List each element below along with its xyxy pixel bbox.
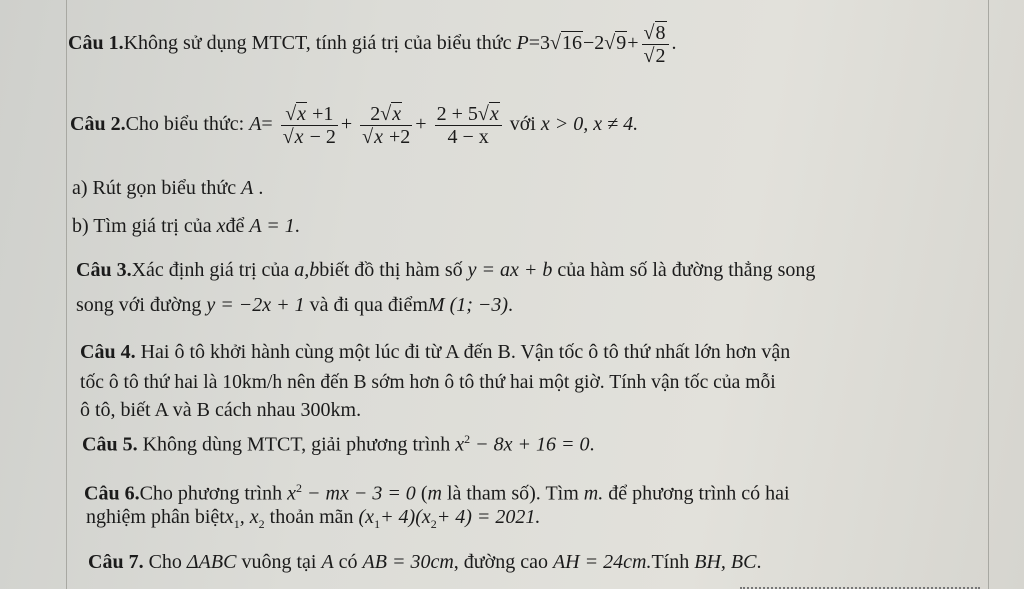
- q2-frac3-num: 2 + 5√x: [435, 103, 502, 126]
- question-6-label: Câu 6.: [84, 482, 140, 505]
- q6-text-b: là tham số). Tìm: [446, 482, 579, 505]
- q2-frac1-num: √x +1: [281, 103, 338, 126]
- q3-end: .: [508, 294, 514, 316]
- q2-fraction-2: [360, 103, 412, 148]
- q7-end: .: [756, 551, 762, 573]
- q6-equation: − mx − 3 = 0: [307, 482, 416, 505]
- q3-text-b: biết đồ thị hàm số: [319, 259, 463, 281]
- q7-text5: Tính: [651, 551, 690, 573]
- q3-function: y = ax + b: [467, 259, 553, 281]
- q1-radicand-8: 8: [655, 22, 666, 44]
- q2-eq: =: [261, 113, 273, 136]
- question-1-label: Câu 1.: [68, 32, 124, 55]
- q2-frac1-den-x: x: [294, 126, 304, 148]
- question-4-line-2: [80, 371, 776, 395]
- q1-minus2: −2: [582, 32, 605, 55]
- q3-text-c: của hàm số là đường thẳng song: [557, 259, 816, 281]
- q1-plus: +: [627, 32, 639, 55]
- q6-sub2: 2: [258, 517, 265, 531]
- q6-line2-text-a: nghiệm phân biệt: [86, 506, 225, 528]
- question-6-line-2: [86, 505, 540, 536]
- q6-x: x: [287, 482, 296, 505]
- question-7: [88, 550, 761, 574]
- q6-m2: m.: [583, 482, 604, 505]
- q2-frac2-plus2: +2: [389, 126, 411, 148]
- q1-radicand-16: 16: [561, 32, 582, 55]
- question-7-label: Câu 7.: [88, 551, 144, 573]
- question-3-line-1: [76, 258, 815, 282]
- q2-plus-2: +: [415, 113, 427, 136]
- q1-fraction: [642, 22, 669, 67]
- q3-line2-text-a: song với đường: [76, 294, 202, 316]
- q2-cond-word: với: [509, 113, 536, 136]
- q2-frac2-num: 2√x: [360, 103, 412, 126]
- question-1-text: Không sử dụng MTCT, tính giá trị của biểu thức: [123, 32, 512, 55]
- part-a-text: a) Rút gọn biểu thức: [72, 177, 237, 199]
- part-a-end: .: [258, 177, 264, 199]
- part-b: [72, 214, 300, 238]
- q7-text2: vuông tại: [241, 551, 317, 573]
- q6-m: m: [427, 482, 442, 505]
- q6-text-c: để phương trình có hai: [608, 482, 790, 505]
- q6-line2-text-b: thoản mãn: [269, 506, 354, 528]
- q1-frac-num: √8: [642, 22, 669, 45]
- q5-x: x: [455, 433, 465, 456]
- question-4-line-3: [80, 398, 361, 422]
- q2-frac1-den: √x − 2: [282, 126, 336, 148]
- question-4-label: Câu 4.: [80, 341, 136, 363]
- q2-frac3-num-text: 2 + 5: [436, 103, 478, 125]
- q3-text-a: Xác định giá trị của: [131, 259, 290, 281]
- part-b-text1: b) Tìm giá trị của: [72, 215, 212, 237]
- q2-frac2-num-x: x: [392, 103, 402, 125]
- q6-cond-a: (x: [358, 506, 375, 528]
- q2-plus-1: +: [340, 113, 353, 136]
- part-b-var: x: [216, 215, 226, 237]
- question-5-label: Câu 5.: [82, 433, 138, 456]
- q1-sqrt-9: √9: [604, 32, 627, 55]
- part-a: [72, 176, 263, 200]
- q4-line2: tốc ô tô thứ hai là 10km/h nên đến B sớm hơn ô tô thứ hai một giờ. Tính vận tốc của mỗi: [80, 372, 776, 393]
- question-3-line-2: [76, 293, 513, 317]
- q4-line3: ô tô, biết A và B cách nhau 300km.: [80, 399, 362, 421]
- q2-frac2-den: √x +2: [362, 126, 411, 148]
- q7-ab: AB = 30cm: [362, 551, 454, 573]
- q7-text3: có: [338, 551, 358, 573]
- q2-condition: x > 0, x ≠ 4.: [540, 113, 639, 136]
- q2-var-a: A: [249, 113, 262, 136]
- q6-root-x2: , x: [239, 506, 259, 528]
- question-2-text: Cho biểu thức:: [125, 113, 245, 136]
- q5-rest: − 8x + 16 = 0: [475, 433, 590, 456]
- dotted-line: [740, 581, 980, 589]
- part-a-var: A: [241, 177, 254, 199]
- part-b-end: .: [294, 215, 300, 237]
- q6-cond-b: + 4)(x: [380, 506, 431, 528]
- q2-fraction-3: [435, 103, 502, 148]
- q6-exp: 2: [296, 481, 302, 495]
- q7-bh-bc: BH, BC: [694, 551, 757, 573]
- q7-text1: Cho: [148, 551, 182, 573]
- q6-cond-c: + 4) = 2021.: [436, 506, 541, 528]
- q7-ah: AH = 24cm.: [552, 551, 652, 573]
- question-5: [82, 427, 595, 457]
- q1-sqrt-16: √16: [550, 32, 582, 55]
- q2-frac1-num-x: x: [297, 103, 307, 125]
- q3-point: M (1; −3): [427, 294, 509, 316]
- q2-fraction-1: [281, 103, 338, 148]
- q2-frac3-den: 4 − x: [447, 126, 489, 148]
- q7-vertex-a: A: [321, 551, 334, 573]
- q1-frac-den: √2: [643, 45, 666, 67]
- q4-line1: Hai ô tô khởi hành cùng một lúc đi từ A đến B. Vận tốc ô tô thứ nhất lớn hơn vận: [140, 341, 791, 363]
- margin-line-right: [988, 0, 989, 589]
- q3-ab: a,b: [294, 259, 320, 281]
- q5-exp: 2: [464, 432, 471, 446]
- q7-triangle: ΔABC: [186, 551, 237, 573]
- q6-cond-sub2: 2: [430, 517, 437, 531]
- part-b-expr: A = 1: [249, 215, 295, 237]
- q1-eq: =3: [528, 32, 550, 55]
- q6-root-x1: x: [224, 506, 234, 528]
- q7-text4: , đường cao: [453, 551, 548, 573]
- margin-line-left: [66, 0, 67, 589]
- q2-frac1-plus1: +1: [312, 103, 334, 125]
- q1-radicand-9: 9: [616, 32, 627, 55]
- q1-var-p: P: [516, 32, 529, 55]
- q2-frac2-two: 2: [370, 103, 381, 125]
- q1-radicand-2: 2: [655, 45, 666, 67]
- q1-end: .: [671, 32, 677, 55]
- question-6-line-1: [84, 476, 790, 506]
- q3-line2-text-b: và đi qua điểm: [309, 294, 428, 316]
- q6-cond-sub1: 1: [374, 517, 381, 531]
- q2-frac3-num-x: x: [489, 103, 499, 125]
- question-2-label: Câu 2.: [70, 113, 126, 136]
- q6-paren: (: [420, 482, 428, 505]
- part-b-text2: để: [225, 215, 245, 237]
- q5-end: .: [589, 433, 595, 456]
- q6-sub1: 1: [233, 517, 240, 531]
- q6-text-a: Cho phương trình: [139, 482, 283, 505]
- q2-frac2-den-x: x: [374, 126, 383, 148]
- question-3-label: Câu 3.: [76, 259, 132, 281]
- question-4-line-1: [80, 340, 790, 364]
- question-2: [70, 103, 638, 148]
- q5-text: Không dùng MTCT, giải phương trình: [142, 433, 451, 456]
- q2-frac1-minus2: − 2: [309, 126, 336, 148]
- question-1: [68, 22, 677, 67]
- q3-line2-function: y = −2x + 1: [206, 294, 305, 316]
